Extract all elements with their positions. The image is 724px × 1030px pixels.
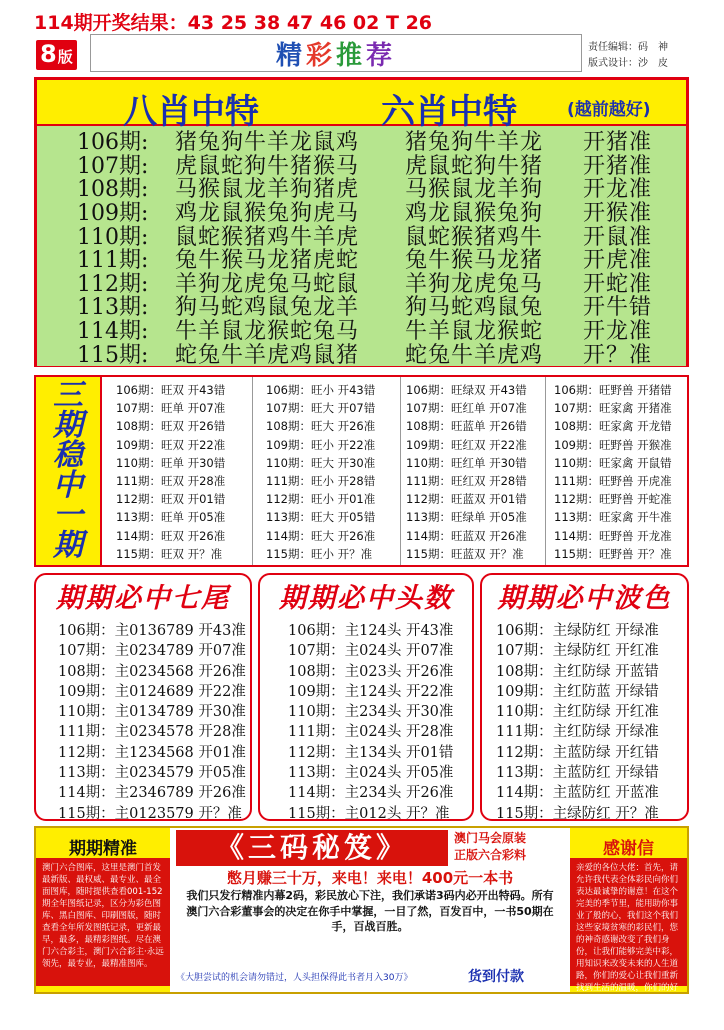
prediction-row: 113期：旺单 开05准 bbox=[116, 510, 226, 525]
prediction-row: 115期：旺蓝双 开？准 bbox=[406, 546, 524, 561]
zodiac-a: 鸡龙鼠猴兔狗虎马 bbox=[175, 201, 360, 227]
zodiac-c: 开龙准 bbox=[583, 319, 653, 345]
side-char: 稳 bbox=[53, 438, 83, 473]
seven-tails-box bbox=[34, 573, 252, 821]
column-beast bbox=[554, 381, 672, 565]
zodiac-header bbox=[37, 80, 686, 132]
title-char: 彩 bbox=[305, 40, 336, 71]
draw-result: 114期开奖结果：43 25 38 47 46 02 T 26 bbox=[34, 12, 433, 34]
title-char: 推 bbox=[336, 40, 367, 71]
side-char: 期 bbox=[53, 408, 83, 443]
wave-color-box bbox=[480, 573, 689, 821]
prediction-row: 115期：旺双 开？准 bbox=[116, 546, 223, 561]
zodiac-c: 开猪准 bbox=[583, 153, 653, 179]
version-badge bbox=[36, 40, 77, 70]
prediction-row: 110期：旺家禽 开鼠错 bbox=[554, 455, 672, 470]
box-row: 115期：主012头 开？准 bbox=[288, 805, 450, 822]
zodiac-c: 开？准 bbox=[583, 342, 653, 368]
prediction-row: 110期：旺单 开30错 bbox=[116, 455, 226, 470]
accuracy-panel bbox=[36, 828, 170, 992]
zodiac-c: 开猪准 bbox=[583, 130, 653, 156]
prediction-row: 112期：旺小 开01准 bbox=[266, 492, 376, 507]
zodiac-b: 羊狗龙虎兔马 bbox=[405, 271, 544, 297]
box-row: 113期：主024头 开05准 bbox=[288, 765, 454, 782]
box-row: 110期：主红防绿 开红准 bbox=[496, 704, 659, 721]
zodiac-b: 兔牛猴马龙猪 bbox=[405, 248, 544, 274]
book-advert bbox=[172, 828, 568, 992]
box-row: 107期：主024头 开07准 bbox=[288, 643, 454, 660]
title-char: 荐 bbox=[366, 40, 397, 71]
zodiac-row bbox=[37, 341, 686, 368]
zodiac-c: 开虎准 bbox=[583, 248, 653, 274]
prediction-row: 110期：旺红单 开30错 bbox=[406, 455, 527, 470]
zodiac-p: 110期: bbox=[77, 224, 149, 250]
box-row: 113期：主0234579 开05准 bbox=[58, 765, 246, 782]
box-row: 109期：主124头 开22准 bbox=[288, 683, 454, 700]
box-row: 112期：主1234568 开01准 bbox=[58, 744, 246, 761]
prediction-row: 107期：旺红单 开07准 bbox=[406, 401, 527, 416]
credits bbox=[588, 40, 668, 72]
zodiac-b: 鼠蛇猴猪鸡牛 bbox=[405, 224, 544, 250]
three-period-label bbox=[36, 377, 102, 565]
prediction-row: 111期：旺野兽 开虎准 bbox=[554, 473, 672, 488]
box-title: 期期必中头数 bbox=[279, 583, 453, 614]
prediction-row: 106期：旺绿双 开43错 bbox=[406, 383, 527, 397]
box-row: 115期：主绿防红 开？准 bbox=[496, 805, 659, 822]
six-zodiac-title: 六肖中特 bbox=[381, 92, 517, 132]
side-char: 期 bbox=[53, 528, 83, 563]
zodiac-b: 马猴鼠龙羊狗 bbox=[405, 177, 544, 203]
box-row: 113期：主蓝防红 开绿错 bbox=[496, 765, 659, 782]
column-odd-even bbox=[116, 381, 225, 565]
prediction-row: 108期：旺双 开26错 bbox=[116, 419, 226, 434]
accuracy-text: 澳门六合图库，这里是澳门首发最新版、最权威、最专业、最全面图库，随时提供查看001-152期全年图纸记录，区分为彩色图库、黑白图库、印刷图版，随时查看全年所发图纸记录，更新最早，最多，最精彩图纸。尽在澳门六合彩主，澳门六合彩主·永远领先，最专业，最精准图库。 bbox=[36, 858, 170, 986]
column-color bbox=[406, 381, 527, 565]
box-row: 108期：主红防绿 开蓝错 bbox=[496, 663, 659, 680]
zodiac-a: 马猴鼠龙羊狗猪虎 bbox=[175, 177, 360, 203]
divider bbox=[252, 377, 253, 565]
prediction-row: 114期：旺大 开26准 bbox=[266, 528, 376, 543]
zodiac-c: 开蛇准 bbox=[583, 271, 653, 297]
box-row: 112期：主蓝防绿 开红错 bbox=[496, 744, 659, 761]
prediction-row: 115期：旺小 开？准 bbox=[266, 546, 373, 561]
zodiac-c: 开牛错 bbox=[583, 295, 653, 321]
box-row: 114期：主2346789 开26准 bbox=[58, 785, 246, 802]
credit-designer: 版式设计：沙 皮 bbox=[588, 58, 668, 69]
cash-on-delivery: 货到付款 bbox=[468, 969, 524, 985]
thanks-title: 感谢信 bbox=[603, 839, 654, 859]
zodiac-p: 113期: bbox=[77, 295, 149, 321]
prediction-row: 106期：旺小 开43错 bbox=[266, 383, 376, 397]
prediction-row: 114期：旺野兽 开龙准 bbox=[554, 528, 672, 543]
page-title bbox=[90, 34, 582, 72]
thanks-text: 亲爱的各位大佬：首先，请允许我代表全体彩民向你们表达最诚挚的谢意！在这个完美的季节里，能用助你事业了般的心，我们这个我们这些家境贫寒的彩民们，您的神奇感谢改变了我们身份，让我们能够完美中彩，用知识来改变未来的人生道路，你们的爱心让我们重新找到生活的温暖，你们的好帮助使了我们贫困的日子已经过去了，让我们向最新生活的心愿奋斗 bbox=[570, 858, 687, 986]
zodiac-p: 112期: bbox=[77, 271, 149, 297]
prediction-row: 114期：旺双 开26准 bbox=[116, 528, 226, 543]
box-row: 106期：主124头 开43准 bbox=[288, 623, 454, 639]
prediction-row: 107期：旺家禽 开猪准 bbox=[554, 401, 672, 416]
three-period-section bbox=[34, 375, 689, 567]
advert-section bbox=[34, 826, 689, 1029]
prediction-row: 108期：旺家禽 开龙错 bbox=[554, 419, 672, 434]
source-line: 澳门马会原装 bbox=[454, 831, 527, 845]
credit-editor: 责任编辑：码 神 bbox=[588, 42, 668, 53]
prediction-row: 113期：旺家禽 开牛准 bbox=[554, 510, 672, 525]
prediction-row: 109期：旺野兽 开猴准 bbox=[554, 437, 672, 452]
zodiac-b: 狗马蛇鸡鼠兔 bbox=[405, 295, 544, 321]
prediction-row: 110期：旺大 开30准 bbox=[266, 455, 376, 470]
box-row: 111期：主0234578 开28准 bbox=[58, 724, 246, 741]
head-number-box bbox=[258, 573, 474, 821]
book-description: 我们只发行精准内幕2码，彩民放心下注，我们承诺3码内必开出特码。所有澳门六合彩董事会的决定在你手中掌握，一目了然，百发百中，一书50期在手，百战百胜。 bbox=[186, 889, 554, 933]
eight-zodiac-title: 八肖中特 bbox=[123, 92, 259, 132]
prediction-row: 106期：旺野兽 开猪错 bbox=[554, 383, 672, 397]
title-char: 精 bbox=[275, 40, 306, 71]
prediction-row: 111期：旺双 开28准 bbox=[116, 473, 226, 488]
prediction-row: 113期：旺绿单 开05准 bbox=[406, 510, 527, 525]
source-line: 正版六合彩料 bbox=[454, 848, 527, 862]
zodiac-p: 108期: bbox=[77, 177, 149, 203]
prediction-row: 109期：旺小 开22准 bbox=[266, 437, 376, 452]
zodiac-a: 虎鼠蛇狗牛猪猴马 bbox=[175, 153, 360, 179]
box-row: 110期：主0134789 开30准 bbox=[58, 704, 246, 721]
divider bbox=[400, 377, 401, 565]
box-row: 109期：主0124689 开22准 bbox=[58, 683, 246, 700]
prediction-row: 109期：旺红双 开22准 bbox=[406, 437, 527, 452]
zodiac-b: 牛羊鼠龙猴蛇 bbox=[405, 319, 544, 345]
zodiac-a: 猪兔狗牛羊龙鼠鸡 bbox=[175, 130, 360, 156]
box-row: 106期：主绿防红 开绿准 bbox=[496, 623, 659, 639]
zodiac-a: 牛羊鼠龙猴蛇兔马 bbox=[175, 319, 360, 345]
zodiac-p: 106期: bbox=[77, 130, 149, 156]
box-row: 107期：主0234789 开07准 bbox=[58, 643, 246, 660]
prediction-row: 111期：旺小 开28错 bbox=[266, 473, 376, 488]
zodiac-note: (越前越好) bbox=[567, 100, 651, 120]
column-big-small bbox=[266, 381, 375, 565]
box-title: 期期必中波色 bbox=[497, 583, 672, 614]
box-row: 112期：主134头 开01错 bbox=[288, 744, 454, 761]
prediction-row: 115期：旺野兽 开？准 bbox=[554, 546, 672, 561]
box-row: 111期：主红防绿 开绿准 bbox=[496, 724, 659, 741]
prediction-row: 109期：旺双 开22准 bbox=[116, 437, 226, 452]
box-row: 114期：主蓝防红 开蓝准 bbox=[496, 785, 659, 802]
book-title: 《三码秘笈》 bbox=[176, 830, 448, 866]
zodiac-c: 开龙准 bbox=[583, 177, 653, 203]
prediction-row: 108期：旺蓝单 开26错 bbox=[406, 419, 527, 434]
box-row: 109期：主红防蓝 开绿错 bbox=[496, 683, 659, 700]
prediction-row: 112期：旺蓝双 开01错 bbox=[406, 492, 527, 507]
box-row: 110期：主234头 开30准 bbox=[288, 704, 454, 721]
zodiac-a: 狗马蛇鸡鼠兔龙羊 bbox=[175, 295, 360, 321]
box-row: 108期：主023头 开26准 bbox=[288, 663, 454, 680]
box-row: 108期：主0234568 开26准 bbox=[58, 663, 246, 680]
box-row: 114期：主234头 开26准 bbox=[288, 785, 454, 802]
page-header bbox=[0, 0, 724, 76]
book-footnote: 《大胆尝试的机会请勿错过，人头担保得此书者月入30万》 bbox=[176, 973, 413, 983]
prediction-row: 106期：旺双 开43错 bbox=[116, 383, 226, 397]
prediction-row: 112期：旺野兽 开蛇准 bbox=[554, 492, 672, 507]
zodiac-rows bbox=[37, 126, 686, 366]
zodiac-c: 开猴准 bbox=[583, 201, 653, 227]
book-slogan: 憋月赚三十万，来电！来电！400元一本书 bbox=[226, 869, 514, 887]
box-row: 107期：主绿防红 开红准 bbox=[496, 643, 659, 660]
prediction-row: 113期：旺大 开05错 bbox=[266, 510, 376, 525]
prediction-row: 107期：旺大 开07错 bbox=[266, 401, 376, 416]
thanks-panel bbox=[570, 828, 687, 1029]
zodiac-p: 107期: bbox=[77, 153, 149, 179]
prediction-row: 108期：旺大 开26准 bbox=[266, 419, 376, 434]
zodiac-a: 羊狗龙虎兔马蛇鼠 bbox=[175, 271, 360, 297]
box-row: 115期：主0123579 开？准 bbox=[58, 805, 242, 822]
prediction-row: 107期：旺单 开07准 bbox=[116, 401, 226, 416]
zodiac-section bbox=[34, 77, 689, 367]
zodiac-b: 蛇兔牛羊虎鸡 bbox=[405, 342, 544, 368]
zodiac-a: 兔牛猴马龙猪虎蛇 bbox=[175, 248, 360, 274]
divider bbox=[545, 377, 546, 565]
side-char: 中 bbox=[53, 468, 83, 503]
version-number: 8 bbox=[40, 40, 57, 68]
zodiac-p: 111期: bbox=[77, 248, 149, 274]
zodiac-a: 蛇兔牛羊虎鸡鼠猪 bbox=[175, 342, 360, 368]
zodiac-p: 109期: bbox=[77, 201, 149, 227]
zodiac-p: 114期: bbox=[77, 319, 149, 345]
prediction-row: 111期：旺红双 开28错 bbox=[406, 473, 527, 488]
zodiac-p: 115期: bbox=[77, 342, 149, 368]
book-source bbox=[454, 830, 526, 864]
zodiac-a: 鼠蛇猴猪鸡牛羊虎 bbox=[175, 224, 360, 250]
zodiac-b: 虎鼠蛇狗牛猪 bbox=[405, 153, 544, 179]
box-row: 106期：主0136789 开43准 bbox=[58, 623, 246, 639]
side-char: 一 bbox=[53, 498, 83, 533]
box-row: 111期：主024头 开28准 bbox=[288, 724, 454, 741]
zodiac-b: 鸡龙鼠猴兔狗 bbox=[405, 201, 544, 227]
prediction-row: 114期：旺蓝双 开26准 bbox=[406, 528, 527, 543]
zodiac-c: 开鼠准 bbox=[583, 224, 653, 250]
accuracy-title: 期期精准 bbox=[69, 839, 137, 859]
zodiac-b: 猪兔狗牛羊龙 bbox=[405, 130, 544, 156]
side-char: 三 bbox=[53, 378, 83, 413]
box-title: 期期必中七尾 bbox=[56, 583, 230, 614]
version-unit: 版 bbox=[57, 48, 73, 66]
prediction-row: 112期：旺双 开01错 bbox=[116, 492, 226, 507]
book-banner bbox=[172, 828, 568, 868]
